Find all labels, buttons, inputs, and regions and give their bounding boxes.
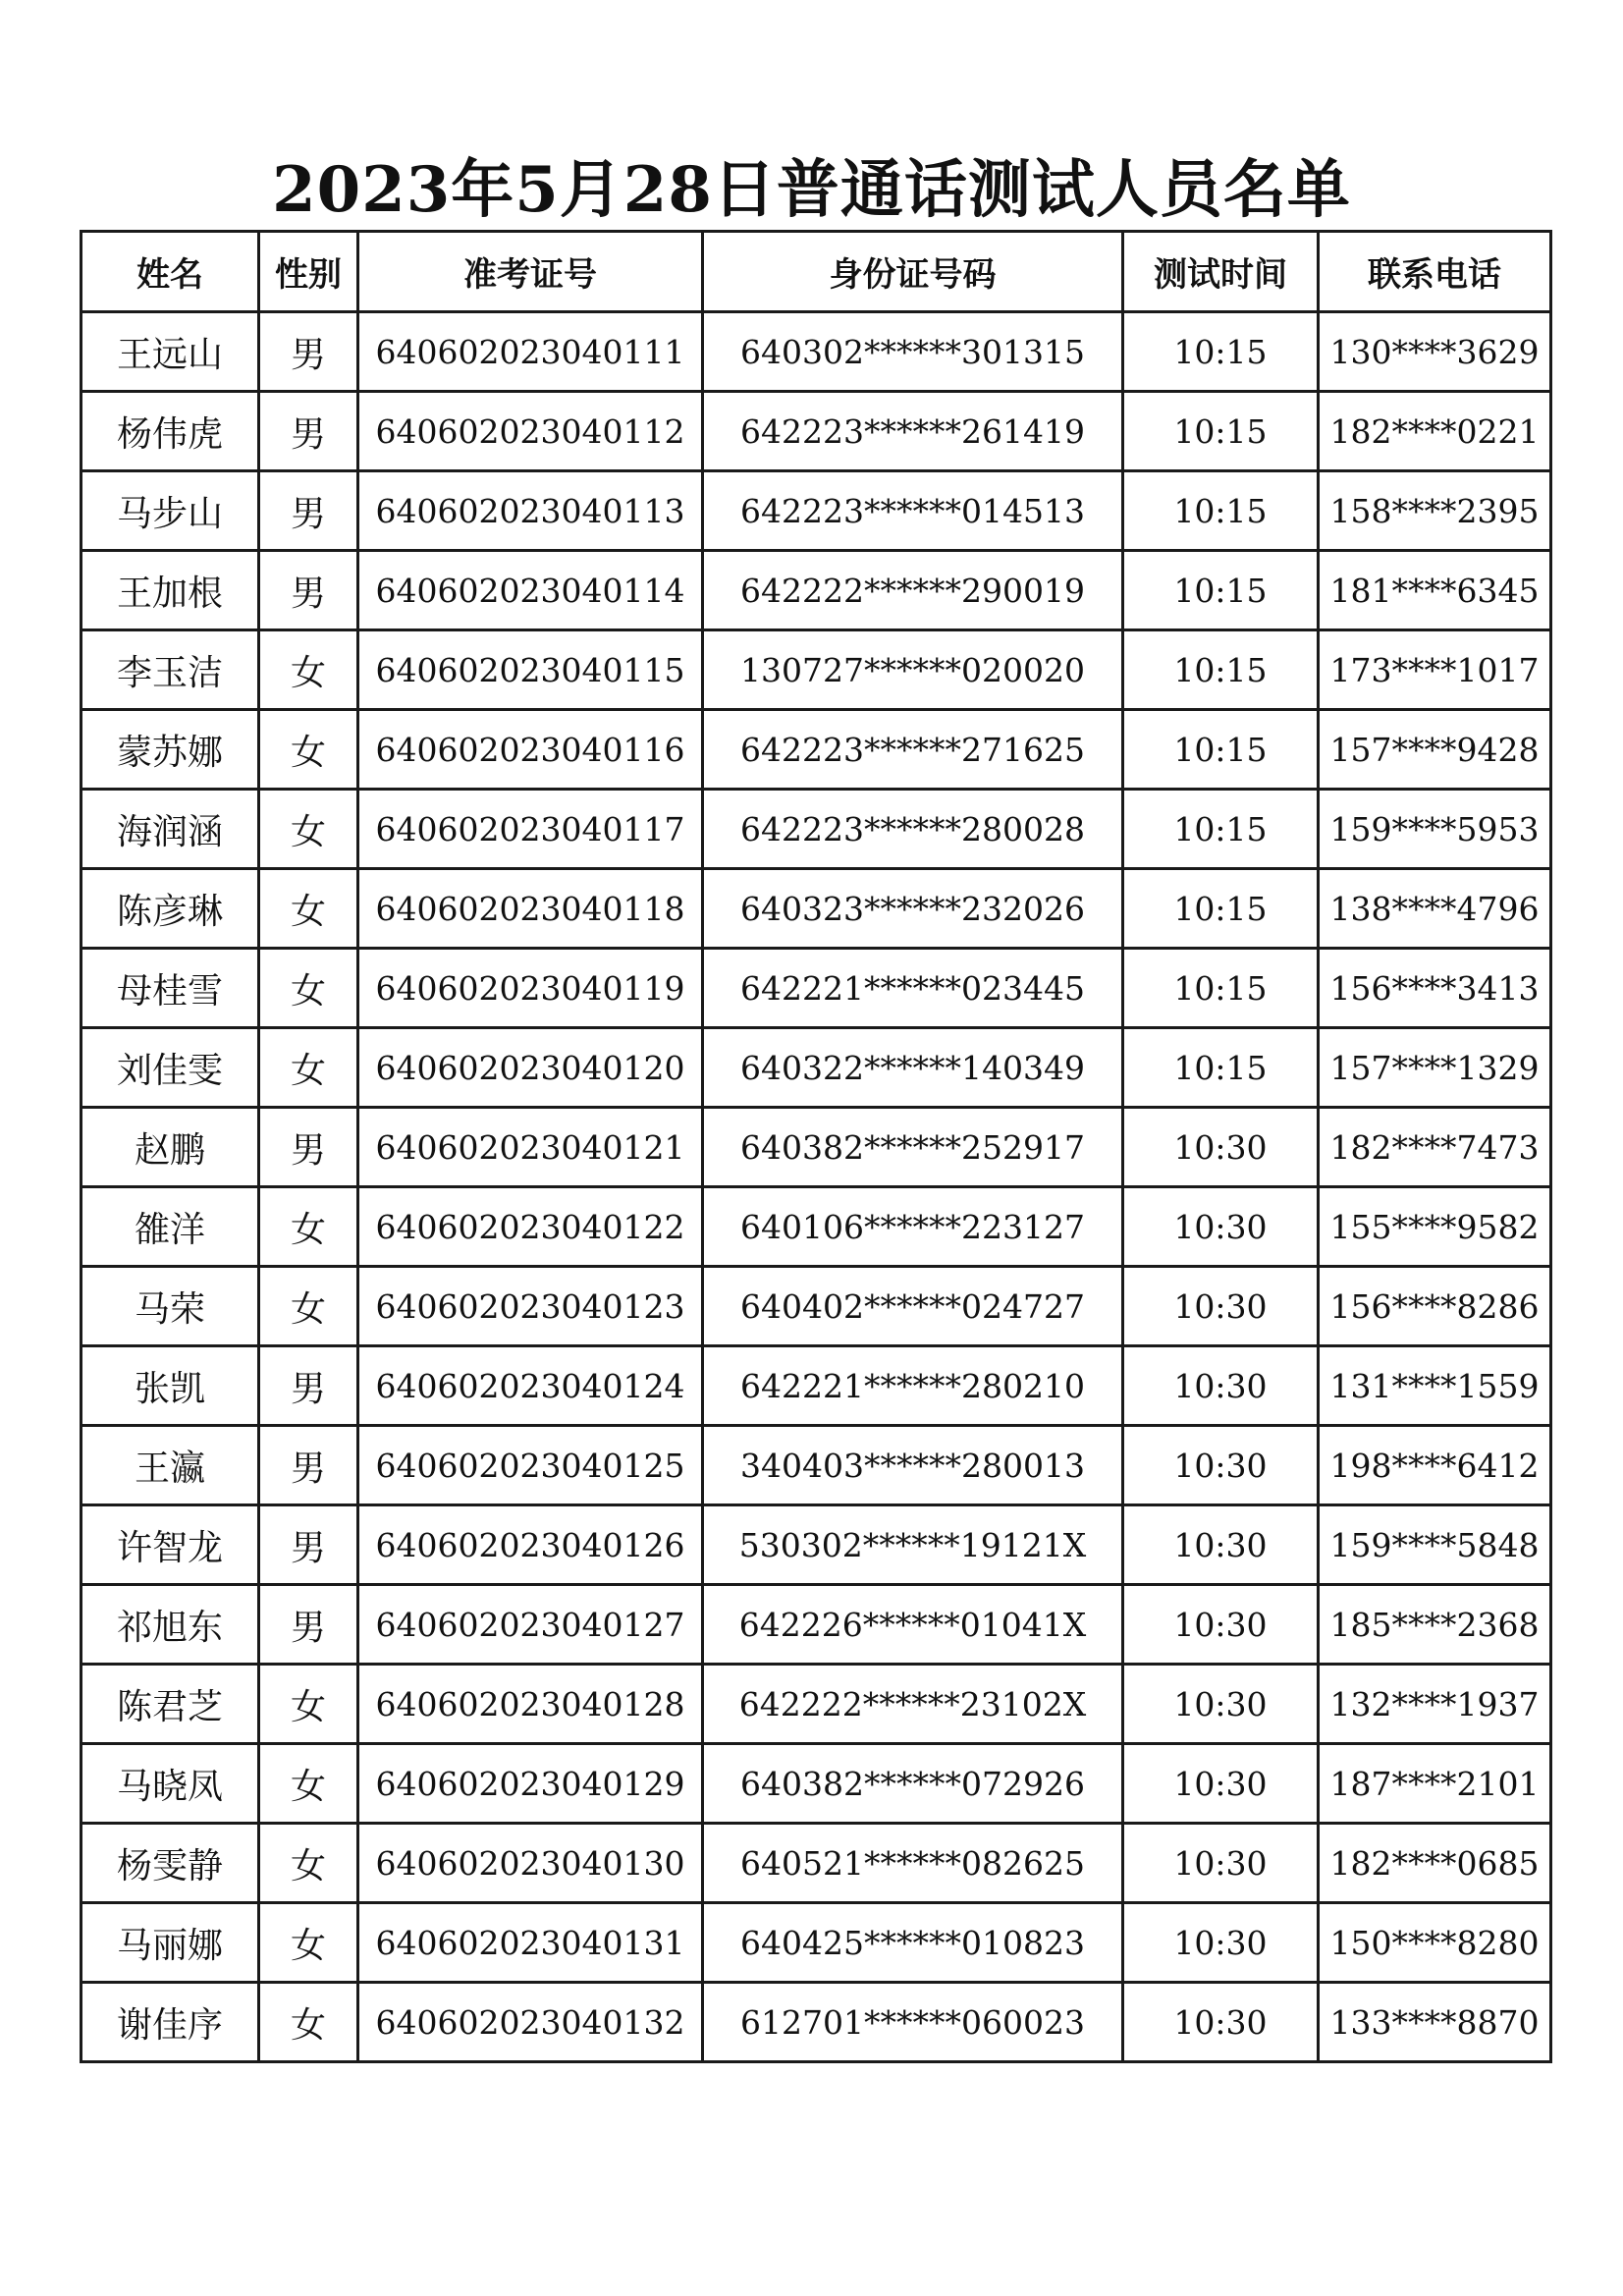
- cell-id-number: 640382******252917: [703, 1108, 1123, 1187]
- cell-test-time: 10:15: [1123, 790, 1319, 869]
- cell-gender: 女: [259, 1187, 358, 1267]
- cell-name: 杨伟虎: [81, 392, 259, 471]
- cell-phone: 157****1329: [1319, 1028, 1551, 1108]
- cell-test-time: 10:30: [1123, 1903, 1319, 1983]
- cell-gender: 男: [259, 551, 358, 630]
- table-body: [81, 312, 1551, 2062]
- table-row: [81, 1744, 1551, 1824]
- cell-gender: 男: [259, 312, 358, 392]
- cell-gender: 女: [259, 710, 358, 790]
- cell-id-number: 640402******024727: [703, 1267, 1123, 1346]
- cell-name: 谢佳序: [81, 1983, 259, 2062]
- cell-name: 张凯: [81, 1346, 259, 1426]
- cell-gender: 男: [259, 1346, 358, 1426]
- cell-test-time: 10:15: [1123, 392, 1319, 471]
- cell-id-number: 130727******020020: [703, 630, 1123, 710]
- cell-gender: 男: [259, 1108, 358, 1187]
- cell-name: 陈君芝: [81, 1665, 259, 1744]
- cell-test-time: 10:30: [1123, 1267, 1319, 1346]
- cell-ticket: 640602023040132: [358, 1983, 703, 2062]
- cell-id-number: 642223******261419: [703, 392, 1123, 471]
- cell-phone: 130****3629: [1319, 312, 1551, 392]
- cell-name: 蒙苏娜: [81, 710, 259, 790]
- cell-phone: 132****1937: [1319, 1665, 1551, 1744]
- cell-ticket: 640602023040126: [358, 1505, 703, 1585]
- page-title: 2023年5月28日普通话测试人员名单: [272, 153, 1351, 227]
- cell-test-time: 10:30: [1123, 1983, 1319, 2062]
- cell-id-number: 530302******19121X: [703, 1505, 1123, 1585]
- cell-gender: 男: [259, 1585, 358, 1665]
- cell-test-time: 10:30: [1123, 1187, 1319, 1267]
- table-row: [81, 710, 1551, 790]
- cell-name: 王加根: [81, 551, 259, 630]
- header-ticket: 准考证号: [358, 232, 703, 312]
- cell-name: 祁旭东: [81, 1585, 259, 1665]
- cell-id-number: 340403******280013: [703, 1426, 1123, 1505]
- header-gender: 性别: [259, 232, 358, 312]
- cell-gender: 女: [259, 1903, 358, 1983]
- table-row: [81, 949, 1551, 1028]
- cell-name: 赵鹏: [81, 1108, 259, 1187]
- cell-test-time: 10:15: [1123, 710, 1319, 790]
- cell-phone: 155****9582: [1319, 1187, 1551, 1267]
- table-row: [81, 630, 1551, 710]
- cell-phone: 138****4796: [1319, 869, 1551, 949]
- cell-ticket: 640602023040120: [358, 1028, 703, 1108]
- header-test-time: 测试时间: [1123, 232, 1319, 312]
- cell-test-time: 10:30: [1123, 1744, 1319, 1824]
- cell-id-number: 642226******01041X: [703, 1585, 1123, 1665]
- cell-id-number: 640521******082625: [703, 1824, 1123, 1903]
- cell-id-number: 640425******010823: [703, 1903, 1123, 1983]
- table-row: [81, 1824, 1551, 1903]
- cell-name: 王瀛: [81, 1426, 259, 1505]
- table-row: [81, 471, 1551, 551]
- cell-ticket: 640602023040122: [358, 1187, 703, 1267]
- cell-ticket: 640602023040131: [358, 1903, 703, 1983]
- cell-name: 母桂雪: [81, 949, 259, 1028]
- cell-name: 马荣: [81, 1267, 259, 1346]
- cell-phone: 157****9428: [1319, 710, 1551, 790]
- cell-ticket: 640602023040118: [358, 869, 703, 949]
- table-row: [81, 1426, 1551, 1505]
- cell-ticket: 640602023040119: [358, 949, 703, 1028]
- cell-gender: 女: [259, 1983, 358, 2062]
- cell-id-number: 642223******280028: [703, 790, 1123, 869]
- table-row: [81, 1108, 1551, 1187]
- cell-test-time: 10:30: [1123, 1426, 1319, 1505]
- cell-id-number: 642222******23102X: [703, 1665, 1123, 1744]
- cell-ticket: 640602023040128: [358, 1665, 703, 1744]
- cell-gender: 男: [259, 1426, 358, 1505]
- cell-gender: 女: [259, 630, 358, 710]
- header-id-number: 身份证号码: [703, 232, 1123, 312]
- cell-phone: 182****0221: [1319, 392, 1551, 471]
- cell-ticket: 640602023040123: [358, 1267, 703, 1346]
- cell-id-number: 612701******060023: [703, 1983, 1123, 2062]
- header-row: [81, 232, 1551, 312]
- cell-test-time: 10:15: [1123, 869, 1319, 949]
- cell-ticket: 640602023040130: [358, 1824, 703, 1903]
- cell-ticket: 640602023040117: [358, 790, 703, 869]
- cell-name: 杨雯静: [81, 1824, 259, 1903]
- cell-phone: 150****8280: [1319, 1903, 1551, 1983]
- cell-ticket: 640602023040113: [358, 471, 703, 551]
- cell-gender: 男: [259, 392, 358, 471]
- roster-table: [80, 230, 1552, 2063]
- cell-id-number: 642223******271625: [703, 710, 1123, 790]
- cell-id-number: 642221******280210: [703, 1346, 1123, 1426]
- table-row: [81, 1665, 1551, 1744]
- table-row: [81, 1505, 1551, 1585]
- header-name: 姓名: [81, 232, 259, 312]
- cell-phone: 182****0685: [1319, 1824, 1551, 1903]
- cell-phone: 182****7473: [1319, 1108, 1551, 1187]
- cell-id-number: 642222******290019: [703, 551, 1123, 630]
- cell-ticket: 640602023040116: [358, 710, 703, 790]
- cell-phone: 185****2368: [1319, 1585, 1551, 1665]
- cell-ticket: 640602023040124: [358, 1346, 703, 1426]
- cell-id-number: 642221******023445: [703, 949, 1123, 1028]
- cell-phone: 159****5848: [1319, 1505, 1551, 1585]
- cell-ticket: 640602023040121: [358, 1108, 703, 1187]
- cell-test-time: 10:15: [1123, 551, 1319, 630]
- cell-test-time: 10:30: [1123, 1665, 1319, 1744]
- cell-name: 刘佳雯: [81, 1028, 259, 1108]
- cell-phone: 133****8870: [1319, 1983, 1551, 2062]
- cell-gender: 女: [259, 1028, 358, 1108]
- cell-ticket: 640602023040114: [358, 551, 703, 630]
- table-row: [81, 551, 1551, 630]
- cell-test-time: 10:30: [1123, 1346, 1319, 1426]
- table-row: [81, 1585, 1551, 1665]
- cell-phone: 156****8286: [1319, 1267, 1551, 1346]
- cell-id-number: 640322******140349: [703, 1028, 1123, 1108]
- cell-gender: 女: [259, 790, 358, 869]
- cell-id-number: 640106******223127: [703, 1187, 1123, 1267]
- cell-name: 马丽娜: [81, 1903, 259, 1983]
- cell-phone: 131****1559: [1319, 1346, 1551, 1426]
- cell-gender: 女: [259, 869, 358, 949]
- table-row: [81, 1187, 1551, 1267]
- table-row: [81, 1983, 1551, 2062]
- cell-name: 陈彦琳: [81, 869, 259, 949]
- cell-name: 许智龙: [81, 1505, 259, 1585]
- cell-id-number: 640302******301315: [703, 312, 1123, 392]
- cell-ticket: 640602023040125: [358, 1426, 703, 1505]
- cell-phone: 198****6412: [1319, 1426, 1551, 1505]
- table-header: [81, 232, 1551, 312]
- cell-test-time: 10:15: [1123, 630, 1319, 710]
- table-row: [81, 312, 1551, 392]
- cell-test-time: 10:30: [1123, 1585, 1319, 1665]
- cell-gender: 女: [259, 1744, 358, 1824]
- cell-name: 雒洋: [81, 1187, 259, 1267]
- cell-name: 海润涵: [81, 790, 259, 869]
- cell-test-time: 10:15: [1123, 312, 1319, 392]
- table-row: [81, 1903, 1551, 1983]
- cell-id-number: 640323******232026: [703, 869, 1123, 949]
- table-row: [81, 1267, 1551, 1346]
- table-row: [81, 869, 1551, 949]
- table-row: [81, 790, 1551, 869]
- cell-test-time: 10:30: [1123, 1505, 1319, 1585]
- table-row: [81, 1028, 1551, 1108]
- cell-phone: 158****2395: [1319, 471, 1551, 551]
- cell-test-time: 10:30: [1123, 1824, 1319, 1903]
- cell-id-number: 640382******072926: [703, 1744, 1123, 1824]
- cell-ticket: 640602023040129: [358, 1744, 703, 1824]
- cell-gender: 男: [259, 471, 358, 551]
- cell-gender: 男: [259, 1505, 358, 1585]
- cell-ticket: 640602023040111: [358, 312, 703, 392]
- table-row: [81, 392, 1551, 471]
- cell-test-time: 10:15: [1123, 1028, 1319, 1108]
- cell-test-time: 10:15: [1123, 471, 1319, 551]
- cell-ticket: 640602023040112: [358, 392, 703, 471]
- cell-gender: 女: [259, 949, 358, 1028]
- cell-ticket: 640602023040115: [358, 630, 703, 710]
- cell-gender: 女: [259, 1267, 358, 1346]
- cell-name: 马步山: [81, 471, 259, 551]
- cell-name: 马晓凤: [81, 1744, 259, 1824]
- cell-phone: 159****5953: [1319, 790, 1551, 869]
- header-phone: 联系电话: [1319, 232, 1551, 312]
- cell-phone: 173****1017: [1319, 630, 1551, 710]
- cell-phone: 181****6345: [1319, 551, 1551, 630]
- cell-test-time: 10:30: [1123, 1108, 1319, 1187]
- table-row: [81, 1346, 1551, 1426]
- cell-test-time: 10:15: [1123, 949, 1319, 1028]
- cell-phone: 156****3413: [1319, 949, 1551, 1028]
- cell-gender: 女: [259, 1665, 358, 1744]
- cell-name: 王远山: [81, 312, 259, 392]
- cell-ticket: 640602023040127: [358, 1585, 703, 1665]
- cell-phone: 187****2101: [1319, 1744, 1551, 1824]
- cell-id-number: 642223******014513: [703, 471, 1123, 551]
- cell-gender: 女: [259, 1824, 358, 1903]
- cell-name: 李玉洁: [81, 630, 259, 710]
